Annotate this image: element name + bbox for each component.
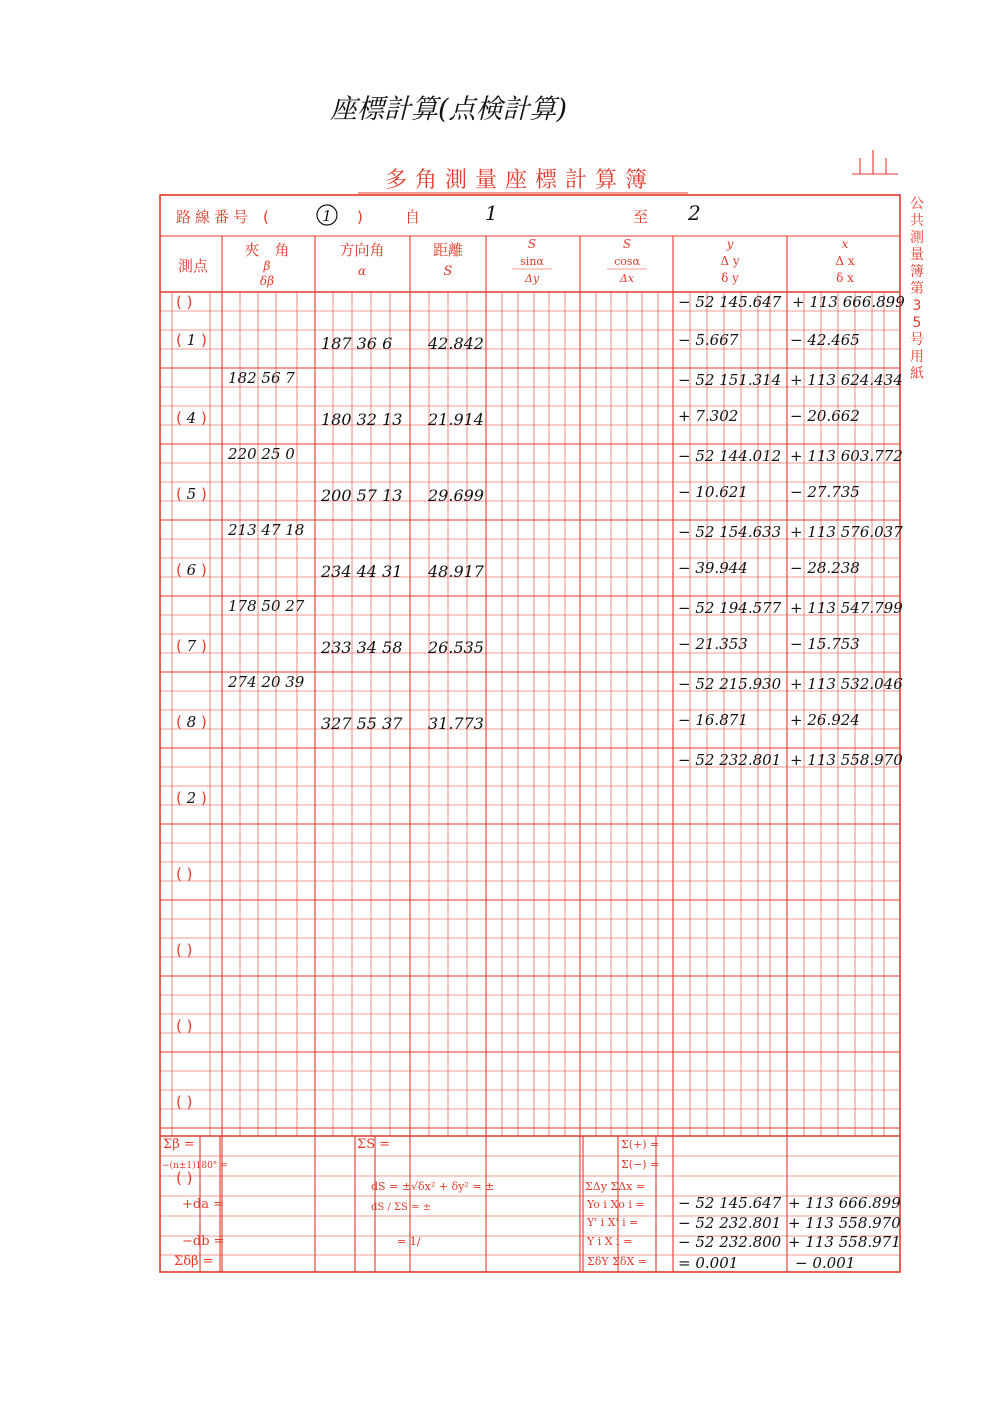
header-station: 測点 xyxy=(177,257,209,275)
svg-text:(: ( xyxy=(263,208,269,226)
station-label: ( 5 ) xyxy=(176,485,207,503)
n-180: −(n±1)180° = xyxy=(162,1161,228,1171)
sum-s: ΣS = xyxy=(357,1137,391,1152)
header-distance: 距離 xyxy=(432,241,464,259)
delta-x-value: + 26.924 xyxy=(790,711,860,729)
angle-value: 182 56 7 xyxy=(228,369,295,387)
x-value: + 113 558.970 xyxy=(790,751,903,769)
check-start-x: + 113 666.899 xyxy=(788,1194,901,1212)
distance-value: 48.917 xyxy=(428,562,484,581)
form-frame xyxy=(160,195,900,1272)
azimuth-value: 180 32 13 xyxy=(321,410,403,429)
sdy-sdx: ΣδY ΣδX = xyxy=(587,1255,648,1268)
svg-text:S: S xyxy=(622,237,632,251)
distance-value: 31.773 xyxy=(428,714,484,733)
angle-value: 178 50 27 xyxy=(228,597,305,615)
check-start-y: − 52 145.647 xyxy=(678,1194,782,1212)
azimuth-value: 200 57 13 xyxy=(321,486,403,505)
distance-value: 29.699 xyxy=(428,486,484,505)
svg-text:y: y xyxy=(726,237,734,251)
delta-y-value: − 10.621 xyxy=(678,483,748,501)
azimuth-value: 234 44 31 xyxy=(321,562,403,581)
azimuth-value: 327 55 37 xyxy=(321,714,403,733)
handwritten-title: 座標計算(点検計算) xyxy=(330,94,568,125)
svg-text:Δx: Δx xyxy=(619,272,635,285)
svg-text:cosα: cosα xyxy=(614,255,640,268)
delta-x-value: − 27.735 xyxy=(790,483,860,501)
from-label: 自 xyxy=(405,208,421,226)
svg-text:S: S xyxy=(527,237,537,251)
grid-lines xyxy=(160,236,900,1272)
sum-beta: Σβ = xyxy=(163,1137,195,1152)
y-value: − 52 144.012 xyxy=(678,447,782,465)
station-label: ( ) xyxy=(176,1169,193,1187)
delta-y-value: − 39.944 xyxy=(678,559,748,577)
distance-value: 26.535 xyxy=(428,638,484,657)
delta-x-value: − 20.662 xyxy=(790,407,860,425)
start-x: + 113 666.899 xyxy=(792,293,905,311)
y-value: − 52 232.801 xyxy=(678,751,782,769)
handwritten-entries xyxy=(227,293,905,769)
svg-text:x: x xyxy=(841,237,849,251)
azimuth-value: 187 36 6 xyxy=(321,334,393,353)
station-label: ( ) xyxy=(176,1017,193,1035)
check-calc-x: + 113 558.970 xyxy=(788,1214,901,1232)
ds-ratio: dS / ΣS = ± xyxy=(371,1202,432,1213)
delta-x-value: − 15.753 xyxy=(790,635,860,653)
station-label: ( ) xyxy=(176,865,193,883)
check-calc-y: − 52 232.801 xyxy=(678,1214,782,1232)
svg-text:δβ: δβ xyxy=(259,274,275,288)
svg-text:sinα: sinα xyxy=(520,255,544,268)
yo-xo: Yo i Xo i = xyxy=(587,1198,645,1211)
check-given-y: − 52 232.800 xyxy=(678,1233,782,1251)
station-label: ( 4 ) xyxy=(176,409,207,427)
sum-dy-dx: ΣΔy ΣΔx = xyxy=(585,1180,646,1193)
svg-text:Δy: Δy xyxy=(524,272,540,285)
svg-text:S: S xyxy=(443,264,453,279)
y-x: Y i X i = xyxy=(587,1235,633,1248)
svg-text:δ y: δ y xyxy=(721,271,739,285)
delta-x-value: − 28.238 xyxy=(790,559,860,577)
station-label: ( 1 ) xyxy=(176,331,207,349)
svg-text:δ x: δ x xyxy=(836,271,854,285)
sum-plus: Σ(+) = xyxy=(621,1138,660,1151)
from-value: 1 xyxy=(485,201,498,225)
x-value: + 113 532.046 xyxy=(790,675,903,693)
station-label: ( ) xyxy=(176,941,193,959)
stamp-mark-icon xyxy=(852,150,898,174)
svg-text:Δ x: Δ x xyxy=(835,254,855,268)
delta-y-value: − 5.667 xyxy=(678,331,739,349)
svg-text:α: α xyxy=(357,264,367,278)
x-value: + 113 547.799 xyxy=(790,599,903,617)
delta-y-value: − 16.871 xyxy=(678,711,748,729)
sum-dbeta: Σδβ = xyxy=(174,1254,214,1269)
station-label: ( 2 ) xyxy=(176,789,207,807)
station-label: ( 8 ) xyxy=(176,713,207,731)
x-value: + 113 603.772 xyxy=(790,447,903,465)
delta-y-value: − 21.353 xyxy=(678,635,748,653)
plus-da: +da = xyxy=(182,1197,224,1212)
angle-value: 213 47 18 xyxy=(228,521,305,539)
station-labels xyxy=(176,293,207,1187)
header-angle: 夾 角 xyxy=(244,241,290,259)
svg-text:): ) xyxy=(357,208,363,226)
check-given-x: + 113 558.971 xyxy=(788,1233,901,1251)
y-value: − 52 151.314 xyxy=(678,371,782,389)
yp-xp: Y' i X' i = xyxy=(587,1216,639,1229)
distance-value: 42.842 xyxy=(428,334,484,353)
route-label: 路線番号 xyxy=(176,208,253,226)
y-value: − 52 215.930 xyxy=(678,675,782,693)
delta-y-value: + 7.302 xyxy=(678,407,739,425)
svg-text:Δ y: Δ y xyxy=(720,254,740,268)
azimuth-value: 233 34 58 xyxy=(321,638,403,657)
sum-minus: Σ(−) = xyxy=(621,1158,660,1171)
minus-db: −db = xyxy=(182,1234,225,1249)
delta-x-value: − 42.465 xyxy=(790,331,860,349)
header-azimuth: 方向角 xyxy=(339,241,385,259)
ds-formula: dS = ±√δx² + δy² = ± xyxy=(371,1180,495,1193)
form-title: 多角測量座標計算簿 xyxy=(384,168,656,193)
station-label-start: ( ) xyxy=(176,293,193,311)
distance-value: 21.914 xyxy=(428,410,484,429)
x-value: + 113 576.037 xyxy=(790,523,903,541)
angle-value: 274 20 39 xyxy=(228,673,305,691)
angle-value: 220 25 0 xyxy=(228,445,295,463)
check-diff-y: = 0.001 xyxy=(678,1254,739,1272)
y-value: − 52 194.577 xyxy=(678,599,782,617)
svg-text:β: β xyxy=(263,259,271,273)
side-label: 公共測量簿第 3 5 号用紙 xyxy=(910,196,924,382)
check-diff-x: − 0.001 xyxy=(795,1254,856,1272)
station-label: ( 6 ) xyxy=(176,561,207,579)
station-label: ( 7 ) xyxy=(176,637,207,655)
to-value: 2 xyxy=(688,201,701,225)
station-label: ( ) xyxy=(176,1093,193,1111)
route-number: 1 xyxy=(322,207,332,225)
y-value: − 52 154.633 xyxy=(678,523,782,541)
ds-one: = 1/ xyxy=(397,1235,421,1248)
column-headers xyxy=(178,237,855,288)
x-value: + 113 624.434 xyxy=(790,371,903,389)
to-label: 至 xyxy=(633,208,649,226)
start-y: − 52 145.647 xyxy=(678,293,782,311)
summary-section xyxy=(162,1137,901,1272)
